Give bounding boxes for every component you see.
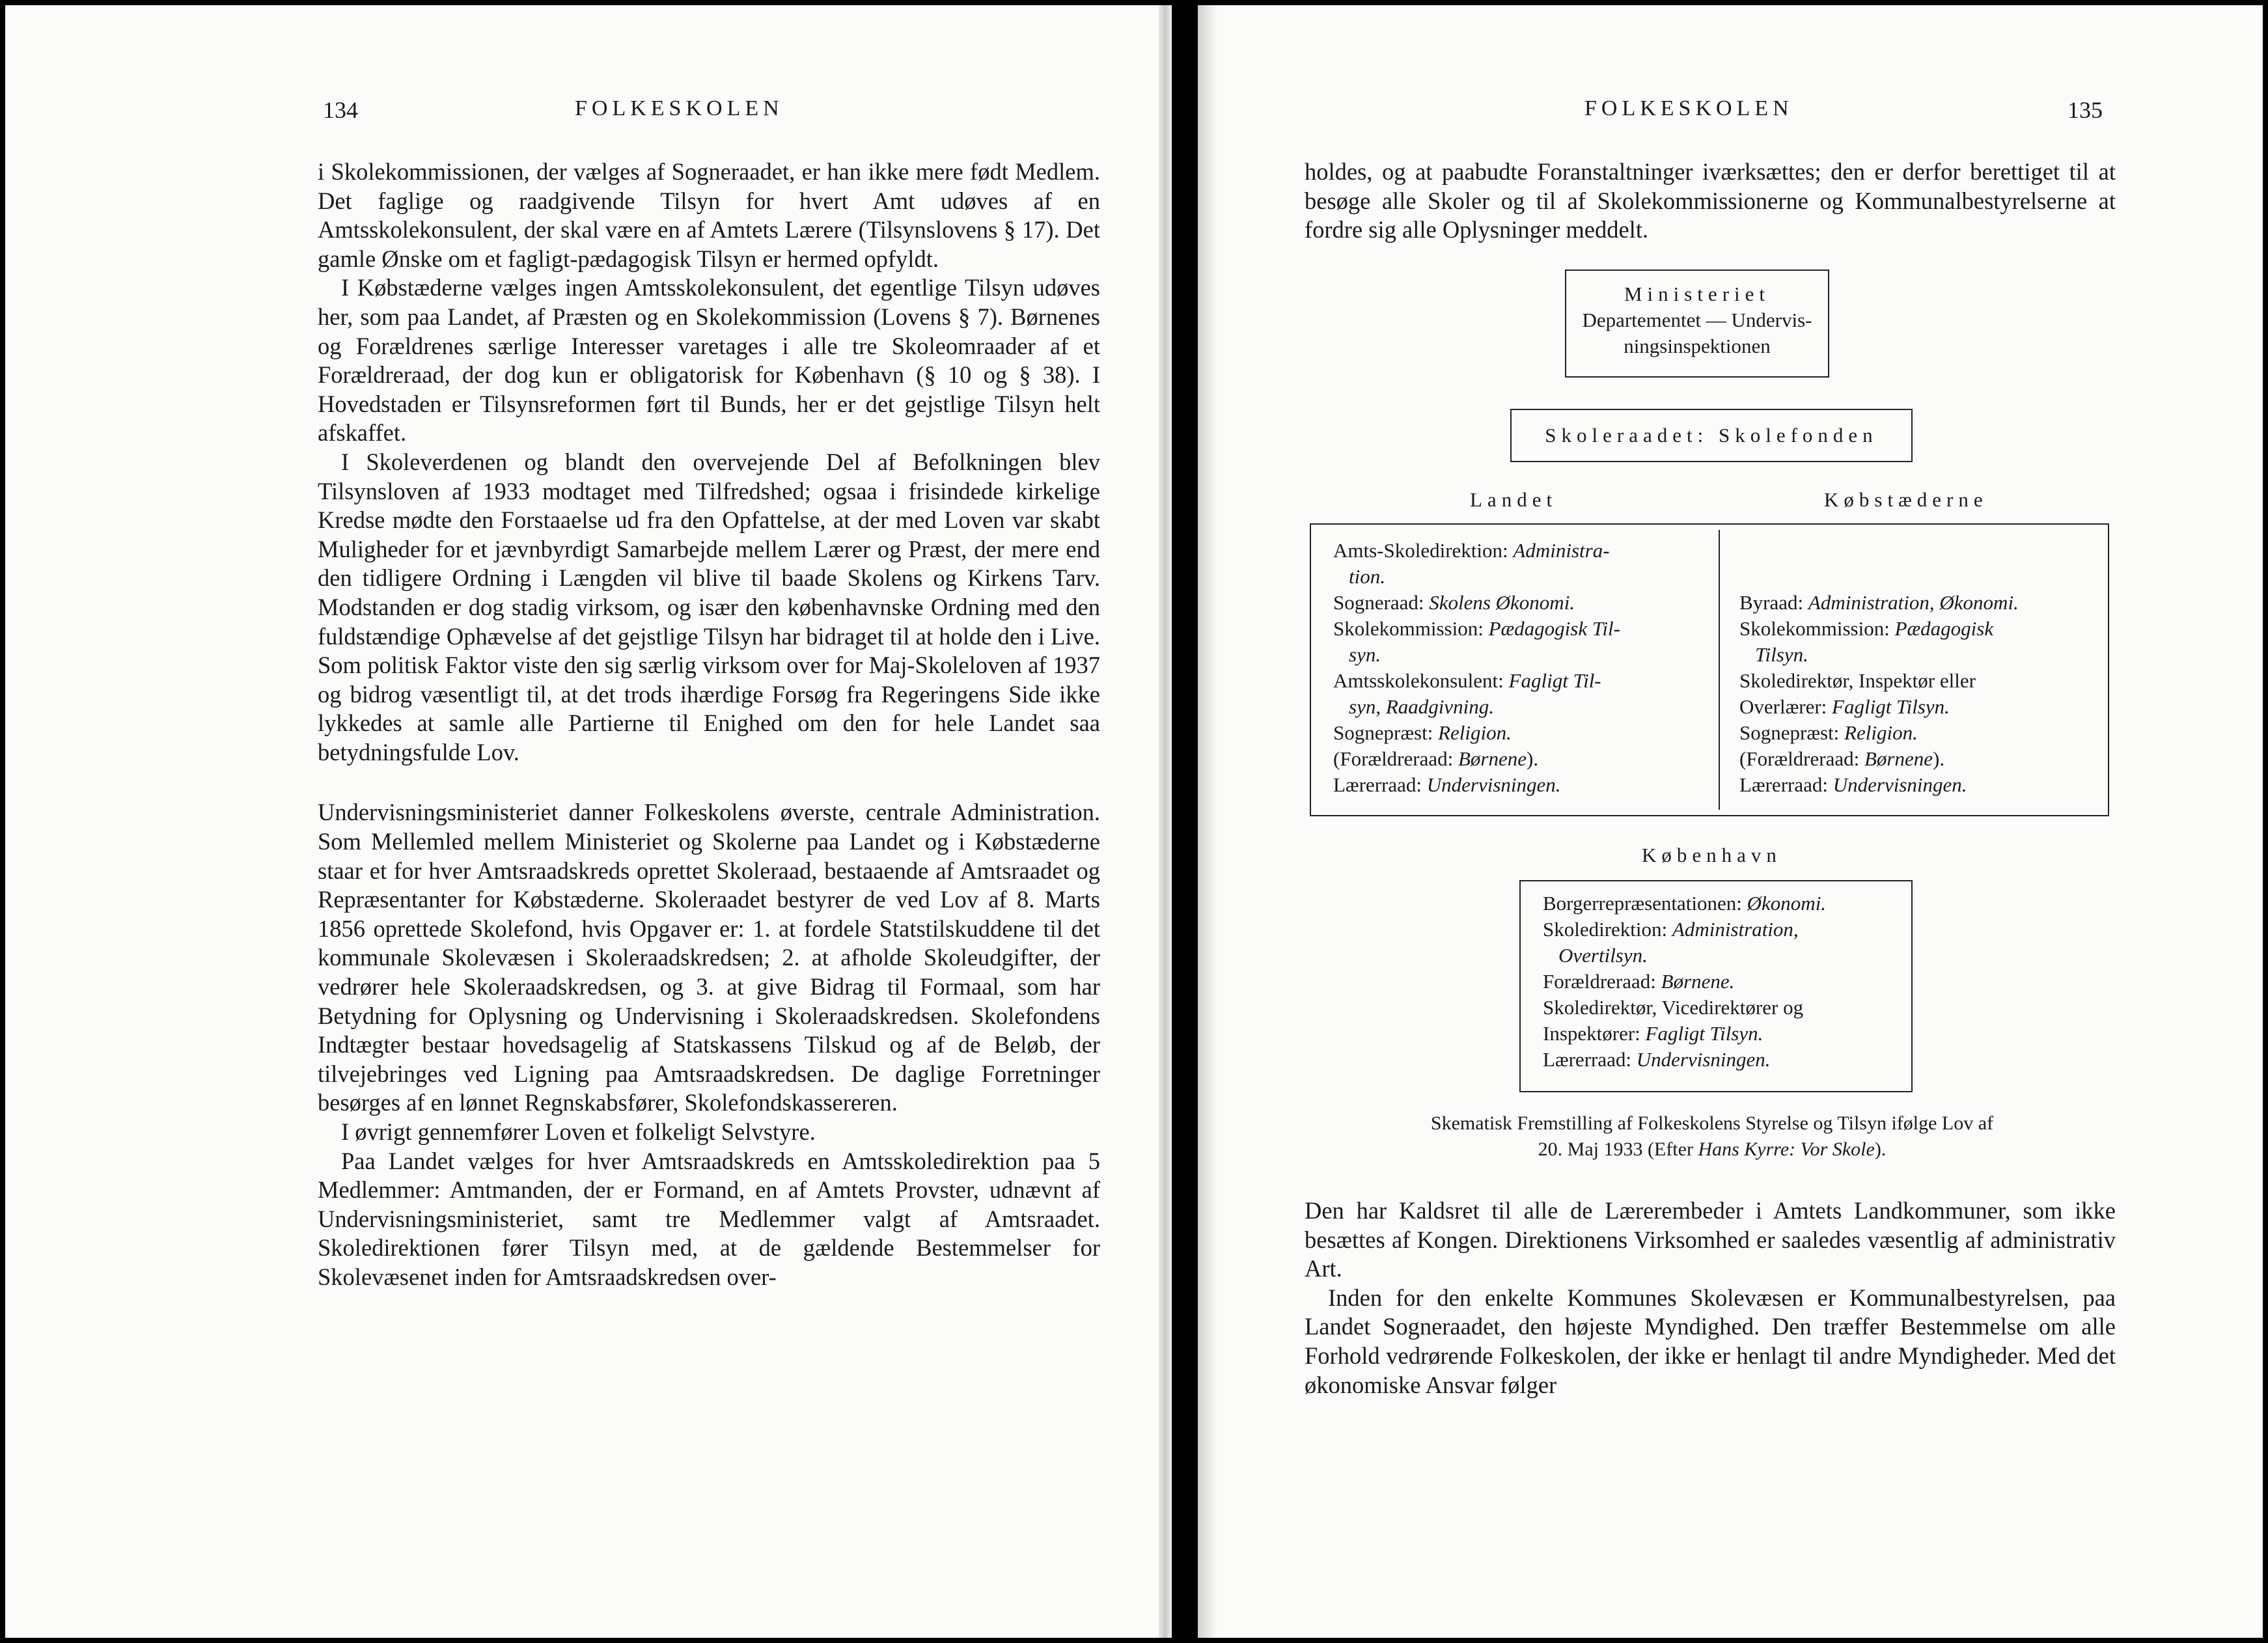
left-text-column xyxy=(318,158,1100,1292)
ministry-sub: ningsinspektionen xyxy=(1624,335,1771,357)
diagram-entry xyxy=(1543,1047,1907,1073)
diagram-entry xyxy=(1739,694,2104,720)
kobenhavn-column xyxy=(1543,891,1907,1073)
entry-body: Skolekommission: xyxy=(1739,617,1895,640)
diagram-entry xyxy=(1739,590,2104,616)
entry-body: Skoledirektion: xyxy=(1543,918,1672,941)
diagram-entry xyxy=(1333,538,1704,590)
entry-body: Sogneraad: xyxy=(1333,591,1430,614)
entry-role-cont: Overtilsyn. xyxy=(1558,944,1648,967)
entry-body: Byraad: xyxy=(1739,591,1808,614)
entry-body: (Forældreraad: xyxy=(1333,747,1458,770)
entry-role: Fagligt Tilsyn. xyxy=(1645,1022,1763,1045)
entry-body: Forældreraad: xyxy=(1543,970,1661,993)
entry-body: Skolekommission: xyxy=(1333,617,1489,640)
entry-body: Sognepræst: xyxy=(1333,721,1439,744)
skoleraad-box xyxy=(1510,409,1913,462)
diagram-entry xyxy=(1543,891,1907,917)
page-number: 135 xyxy=(2067,97,2103,123)
landet-label: Landet xyxy=(1470,488,1558,511)
paragraph: i Skolekommissionen, der vælges af Sogneraadet, er han ikke mere født Medlem. Det faglige og raadgivende Tilsyn for hvert Amt udøves af en Amtsskolekonsulent, der skal være en af Amtets Lærere (Tilsynslovens § 17). Det gamle Ønske om et fagligt-pædagogisk Tilsyn er hermed opfyldt. xyxy=(318,158,1100,272)
entry-body: Amts-Skoledirektion: xyxy=(1333,539,1514,562)
kobenhavn-label: København xyxy=(1642,844,1782,866)
entry-role: Undervisningen. xyxy=(1832,773,1967,796)
paragraph: Den har Kaldsret til alle de Lærerembeder i Amtets Landkommuner, som ikke besættes af Kongen. Direktionens Virksomhed er saaledes væsentlig af administrativ Art. xyxy=(1305,1197,2116,1282)
entry-role: Administra- xyxy=(1513,539,1610,562)
entry-role: Skolens Økonomi. xyxy=(1429,591,1575,614)
diagram-entry: (Forældreraad: Børnene). xyxy=(1739,747,1945,770)
diagram-entry xyxy=(1333,668,1704,720)
entry-body: Amtsskolekonsulent: xyxy=(1333,669,1509,692)
diagram-entry: (Forældreraad: Børnene). xyxy=(1333,747,1539,770)
column-divider xyxy=(1719,530,1720,810)
kobstaederne-label: Købstæderne xyxy=(1824,488,1988,511)
entry-role: Administration, Økonomi. xyxy=(1808,591,2019,614)
entry-body: Lærerraad: xyxy=(1739,773,1833,796)
paragraph: Undervisningsministeriet danner Folkeskolens øverste, centrale Administration. Som Mellemled mellem Ministeriet og Skolerne paa Landet og i Købstæderne staar et for hver Amtsraadskreds oprettet Skoleraad, bestaaende af Amtsraadet og Repræsentanter for Købstæderne. Skoleraadet bestyrer de ved Lov af 8. Marts 1856 oprettede Skolefond, hvis Opgaver er: 1. at fordele Statstilskuddene til det kommunale Skolevæsen i Skoleraadskredsen; 2. at afholde Skoleudgifter, der vedrører hele Skoleraadskredsen, og 3. at give Bidrag til Formaal, som har Betydning for Oplysning og Undervisning i Skoleraadskredsen. Skolefondens Indtægter bestaar hovedsagelig af Statskassens Tilskud og af de Beløb, der tilvejebringes ved Ligning paa Amtsraadskredsen. De daglige Forretninger besørges af en lønnet Regnskabsfører, Skolefondskassereren. xyxy=(318,799,1100,1116)
book-spine xyxy=(1159,5,1172,1638)
paragraph: I Købstæderne vælges ingen Amtsskolekonsulent, det egentlige Tilsyn udøves her, som paa Landet, af Præsten og en Skolekommission (Lovens § 7). Børnenes og Forældrenes særlige Interesser varetages i alle tre Skoleomraader af et Forældreraad, der dog kun er obligatorisk for København (§ 10 og § 38). I Hovedstaden er Tilsynsreformen ført til Bunds, her er det gejstlige Tilsyn helt afskaffet. xyxy=(318,274,1100,447)
diagram-entry xyxy=(1543,917,1907,969)
entry-body: (Forældreraad: xyxy=(1739,747,1864,770)
paragraph: I øvrigt gennemfører Loven et folkeligt Selvstyre. xyxy=(341,1118,816,1145)
entry-role-cont: syn. xyxy=(1349,643,1381,666)
entry-role: Økonomi. xyxy=(1747,892,1827,915)
paragraph: Paa Landet vælges for hver Amtsraadskreds en Amtsskoledirektion paa 5 Medlemmer: Amtmanden, der er Formand, en af Amtets Provster, udnævnt af Undervisningsministeriet, samt tre Medlemmer valgt af Amtsraadet. Skoledirektionen fører Tilsyn med, at de gældende Bestemmelser for Skolevæsenet inden for Amtsraadskredsen over- xyxy=(318,1147,1100,1290)
entry-role: Børnene xyxy=(1864,747,1933,770)
entry-role: Undervisningen. xyxy=(1426,773,1561,796)
paragraph: holdes, og at paabudte Foranstaltninger iværksættes; den er derfor berettiget til at besøge alle Skoler og til af Skolekommissionerne og Kommunalbestyrelserne at fordre sig alle Oplysninger meddelt. xyxy=(1305,158,2116,243)
entry-role: Pædagogisk xyxy=(1894,617,1994,640)
diagram-entry xyxy=(1333,772,1704,798)
entry-body: Sognepræst: xyxy=(1739,721,1845,744)
entry-role: Børnene. xyxy=(1661,970,1735,993)
page-number: 134 xyxy=(323,97,358,123)
ministry-title: Ministeriet xyxy=(1624,283,1771,305)
top-text xyxy=(1305,158,2116,245)
diagram-entry xyxy=(1739,616,2104,668)
diagram-entry xyxy=(1739,772,2104,798)
ministry-box xyxy=(1565,269,1829,378)
entry-role: Børnene xyxy=(1458,747,1527,770)
diagram-entry xyxy=(1739,668,2104,694)
entry-role-cont: Tilsyn. xyxy=(1755,643,1808,666)
entry-body: Lærerraad: xyxy=(1333,773,1427,796)
entry-role: Religion. xyxy=(1844,721,1918,744)
entry-body: Lærerraad: xyxy=(1543,1048,1637,1071)
running-header: FOLKESKOLEN xyxy=(1584,96,1793,120)
entry-role: Administration, xyxy=(1672,918,1799,941)
paragraph: I Skoleverdenen og blandt den overvejende Del af Befolkningen blev Tilsynsloven af 1933 modtaget med Tilfredshed; ogsaa i frisindede kirkelige Kredse mødte den Forstaaelse ud fra den Opfattelse, at der med Loven var skabt Muligheder for et jævnbyrdigt Samarbejde mellem Lærer og Præst, der mere end den tidligere Ordning i Længden vil blive til baade Skolens og Kirkens Tarv. Modstanden er dog stadig virksom, og især den københavnske Ordning med den fuldstændige Ophævelse af det gejstlige Tilsyn har bidraget til at holde den i Live. Som politisk Faktor viste den sig særlig virksom over for Maj-Skoleloven af 1937 og bidrog væsentligt til, at det trods ihærdige Forsøg fra Regeringens Side ikke lykkedes at samle alle Partierne til Enighed om den for hele Landet saa betydningsfulde Lov. xyxy=(318,448,1100,766)
entry-body: Skoledirektør, Inspektør eller xyxy=(1739,669,1976,692)
running-header: FOLKESKOLEN xyxy=(575,96,784,120)
diagram-entry xyxy=(1333,616,1704,668)
entry-role: Fagligt Tilsyn. xyxy=(1832,695,1950,718)
entry-body: Borgerrepræsentationen: xyxy=(1543,892,1747,915)
skoleraad-label: Skoleraadet: Skolefonden xyxy=(1545,424,1878,447)
ministry-sub: Departementet — Undervis- xyxy=(1582,309,1812,331)
entry-role-cont: syn, Raadgivning. xyxy=(1349,695,1494,718)
diagram-entry xyxy=(1739,720,2104,746)
gutter-shadow xyxy=(1198,5,1217,1638)
caption-line: Skematisk Fremstilling af Folkeskolens Styrelse og Tilsyn ifølge Lov af xyxy=(1430,1112,1994,1134)
entry-body: Skoledirektør, Vicedirektører og xyxy=(1543,996,1804,1019)
diagram-entry xyxy=(1543,969,1907,995)
paragraph: Inden for den enkelte Kommunes Skolevæsen er Kommunalbestyrelsen, paa Landet Sogneraadet, den højeste Myndighed. Den træffer Bestemmelse om alle Forhold vedrørende Folkeskolen, der ikke er henlagt til andre Myndigheder. Med det økonomiske Ansvar følger xyxy=(1305,1284,2116,1398)
diagram-entry xyxy=(1543,995,1907,1021)
left-page xyxy=(5,5,1165,1638)
entry-role: Religion. xyxy=(1438,721,1512,744)
entry-body: Overlærer: xyxy=(1739,695,1832,718)
entry-role: Fagligt Til- xyxy=(1508,669,1601,692)
caption-line: 20. Maj 1933 (Efter Hans Kyrre: Vor Skole). xyxy=(1538,1139,1887,1160)
landet-column xyxy=(1333,538,1704,798)
kobstaederne-column xyxy=(1739,590,2104,798)
entry-role: Undervisningen. xyxy=(1636,1048,1771,1071)
diagram-entry xyxy=(1543,1021,1907,1047)
entry-body: Inspektører: xyxy=(1543,1022,1646,1045)
diagram-entry xyxy=(1333,720,1704,746)
bottom-text xyxy=(1305,1196,2116,1400)
diagram-entry xyxy=(1333,590,1704,616)
entry-role-cont: tion. xyxy=(1349,565,1385,588)
diagram-caption xyxy=(1302,1111,2122,1163)
right-page xyxy=(1198,5,2263,1638)
entry-role: Pædagogisk Til- xyxy=(1488,617,1620,640)
